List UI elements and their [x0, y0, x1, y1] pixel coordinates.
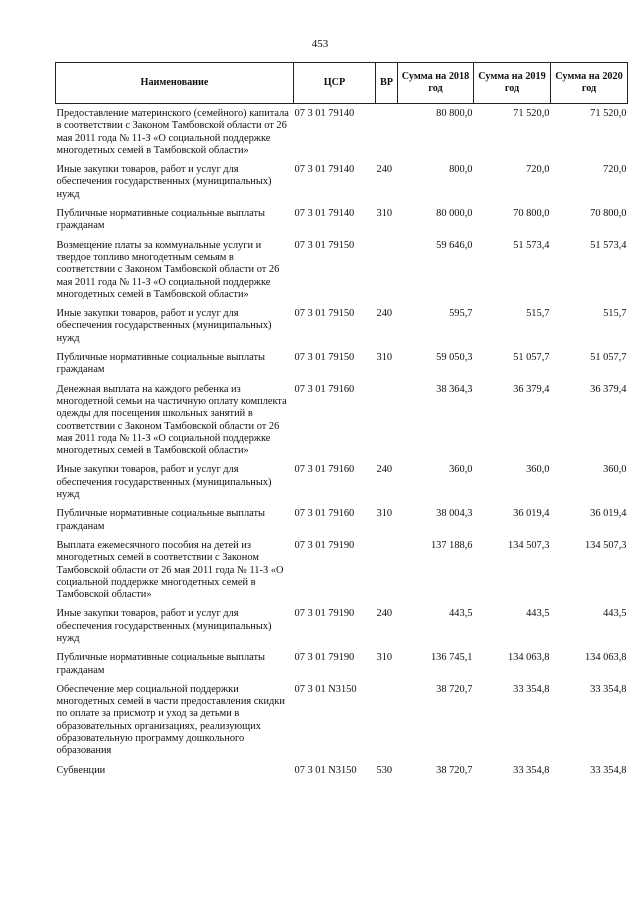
row-sum-2019: 51 057,7: [513, 352, 550, 364]
table-row: [56, 208, 628, 240]
row-sum-2020: 36 379,4: [590, 383, 627, 395]
row-name: Публичные нормативные социальные выплаты гражданам: [56, 508, 266, 532]
row-sum-2018: 595,7: [449, 308, 473, 320]
row-vr: [376, 684, 398, 765]
budget-table: [55, 62, 628, 784]
row-sum-2019: 134 507,3: [507, 539, 550, 551]
row-name: Иные закупки товаров, работ и услуг для обеспечения государственных (муниципальных) нужд: [56, 608, 272, 644]
header-sum-2020: Сумма на 2020 год: [551, 63, 628, 104]
row-sum-2018: 443,5: [449, 608, 473, 620]
table-row: [56, 508, 628, 540]
table-row: [56, 652, 628, 684]
row-sum-2020: 51 057,7: [590, 352, 627, 364]
row-sum-2018: 136 745,1: [430, 652, 473, 664]
row-vr: 530: [376, 764, 393, 776]
row-name: Иные закупки товаров, работ и услуг для обеспечения государственных (муниципальных) нужд: [56, 308, 272, 344]
row-sum-2018: 80 800,0: [436, 108, 473, 119]
row-vr: [376, 384, 398, 465]
row-sum-2020: 134 063,8: [584, 652, 627, 664]
row-csr: 07 3 01 79160: [294, 464, 355, 476]
row-sum-2018: 137 188,6: [430, 539, 473, 551]
row-vr: 310: [376, 208, 393, 220]
row-sum-2019: 33 354,8: [513, 764, 550, 776]
row-csr: 07 3 01 79150: [294, 352, 355, 364]
row-csr: 07 3 01 N3150: [294, 764, 357, 776]
table-row: [56, 104, 628, 165]
row-csr: 07 3 01 79150: [294, 239, 355, 251]
row-csr: 07 3 01 79150: [294, 308, 355, 320]
row-sum-2019: 71 520,0: [513, 108, 550, 119]
row-sum-2020: 51 573,4: [590, 239, 627, 251]
row-name: Выплата ежемесячного пособия на детей из многодетных семей в соответствии с Законом Тамбовской области от 26 мая 2011 года № 11-З «О социальной поддержке многодетных семей в Тамбовской области»: [56, 539, 284, 601]
row-csr: 07 3 01 79190: [294, 652, 355, 664]
row-vr: 240: [376, 308, 393, 320]
table-row: [56, 308, 628, 352]
table-row: [56, 464, 628, 508]
row-vr: [376, 540, 398, 608]
row-vr: 310: [376, 652, 393, 664]
row-sum-2019: 360,0: [526, 464, 550, 476]
row-sum-2019: 70 800,0: [513, 208, 550, 220]
row-vr: 240: [376, 164, 393, 176]
row-csr: 07 3 01 79140: [294, 164, 355, 176]
table-row: [56, 540, 628, 608]
row-vr: [376, 104, 398, 165]
row-vr: 240: [376, 464, 393, 476]
row-sum-2020: 443,5: [603, 608, 627, 620]
row-csr: 07 3 01 79160: [294, 508, 355, 520]
row-name: Публичные нормативные социальные выплаты гражданам: [56, 208, 266, 232]
row-sum-2020: 70 800,0: [590, 208, 627, 220]
row-sum-2020: 33 354,8: [590, 764, 627, 776]
row-sum-2019: 443,5: [526, 608, 550, 620]
header-csr: ЦСР: [294, 63, 376, 104]
row-sum-2018: 38 364,3: [436, 383, 473, 395]
row-csr: 07 3 01 N3150: [294, 683, 357, 695]
row-name: Предоставление материнского (семейного) капитала в соответствии с Законом Тамбовской области от 26 мая 2011 года № 11-З «О социальной поддержке многодетных семей в Тамбовской области»: [56, 108, 289, 156]
row-name: Публичные нормативные социальные выплаты гражданам: [56, 652, 266, 676]
row-sum-2020: 720,0: [603, 164, 627, 176]
page-number: 453: [311, 38, 329, 50]
row-sum-2018: 38 720,7: [436, 764, 473, 776]
row-sum-2018: 38 004,3: [436, 508, 473, 520]
table-row: [56, 240, 628, 308]
row-sum-2020: 36 019,4: [590, 508, 627, 520]
table-header: [56, 63, 628, 104]
table-row: [56, 164, 628, 208]
header-sum-2018: Сумма на 2018 год: [398, 63, 474, 104]
table-row: [56, 608, 628, 652]
row-sum-2019: 36 379,4: [513, 383, 550, 395]
table-row: [56, 684, 628, 765]
row-csr: 07 3 01 79190: [294, 539, 355, 551]
row-sum-2020: 134 507,3: [584, 539, 627, 551]
header-sum-2019: Сумма на 2019 год: [474, 63, 551, 104]
row-vr: 240: [376, 608, 393, 620]
row-sum-2020: 33 354,8: [590, 683, 627, 695]
table-row: [56, 765, 628, 784]
table-row: [56, 384, 628, 465]
row-csr: 07 3 01 79140: [294, 108, 355, 119]
row-name: Денежная выплата на каждого ребенка из многодетной семьи на частичную оплату комплекта одежды для посещения школьных занятий в соответствии с Законом Тамбовской области от 26 мая 2011 года № 11-З «О социальной поддержке многодетных семей в Тамбовской области»: [56, 383, 287, 457]
row-csr: 07 3 01 79140: [294, 208, 355, 220]
row-sum-2019: 720,0: [526, 164, 550, 176]
header-vr: ВР: [376, 63, 398, 104]
row-sum-2019: 515,7: [526, 308, 550, 320]
row-sum-2018: 38 720,7: [436, 683, 473, 695]
row-vr: 310: [376, 352, 393, 364]
header-name: Наименование: [56, 63, 294, 104]
row-sum-2019: 36 019,4: [513, 508, 550, 520]
row-name: Обеспечение мер социальной поддержки многодетных семей в части предоставления скидки по оплате за присмотр и уход за детьми в образовательных организациях, реализующих образовательную программу дошкольного образования: [56, 683, 285, 757]
row-name: Возмещение платы за коммунальные услуги и твердое топливо многодетным семьям в соответствии с Законом Тамбовской области от 26 мая 2011 года № 11-З «О социальной поддержке многодетных семей в Тамбовской области»: [56, 239, 280, 300]
row-vr: 310: [376, 508, 393, 520]
row-sum-2020: 71 520,0: [590, 108, 627, 119]
row-sum-2019: 134 063,8: [507, 652, 550, 664]
row-name: Иные закупки товаров, работ и услуг для обеспечения государственных (муниципальных) нужд: [56, 164, 272, 200]
row-sum-2020: 515,7: [603, 308, 627, 320]
row-sum-2018: 360,0: [449, 464, 473, 476]
row-sum-2020: 360,0: [603, 464, 627, 476]
row-name: Субвенции: [56, 764, 106, 776]
row-sum-2019: 51 573,4: [513, 239, 550, 251]
row-csr: 07 3 01 79190: [294, 608, 355, 620]
row-sum-2018: 59 050,3: [436, 352, 473, 364]
row-csr: 07 3 01 79160: [294, 383, 355, 395]
row-sum-2018: 80 000,0: [436, 208, 473, 220]
row-name: Иные закупки товаров, работ и услуг для обеспечения государственных (муниципальных) нужд: [56, 464, 272, 501]
row-sum-2018: 800,0: [449, 164, 473, 176]
row-name: Публичные нормативные социальные выплаты гражданам: [56, 352, 266, 376]
table-row: [56, 352, 628, 384]
row-sum-2019: 33 354,8: [513, 683, 550, 695]
row-vr: [376, 240, 398, 308]
row-sum-2018: 59 646,0: [436, 239, 473, 251]
table-body: [56, 104, 628, 784]
